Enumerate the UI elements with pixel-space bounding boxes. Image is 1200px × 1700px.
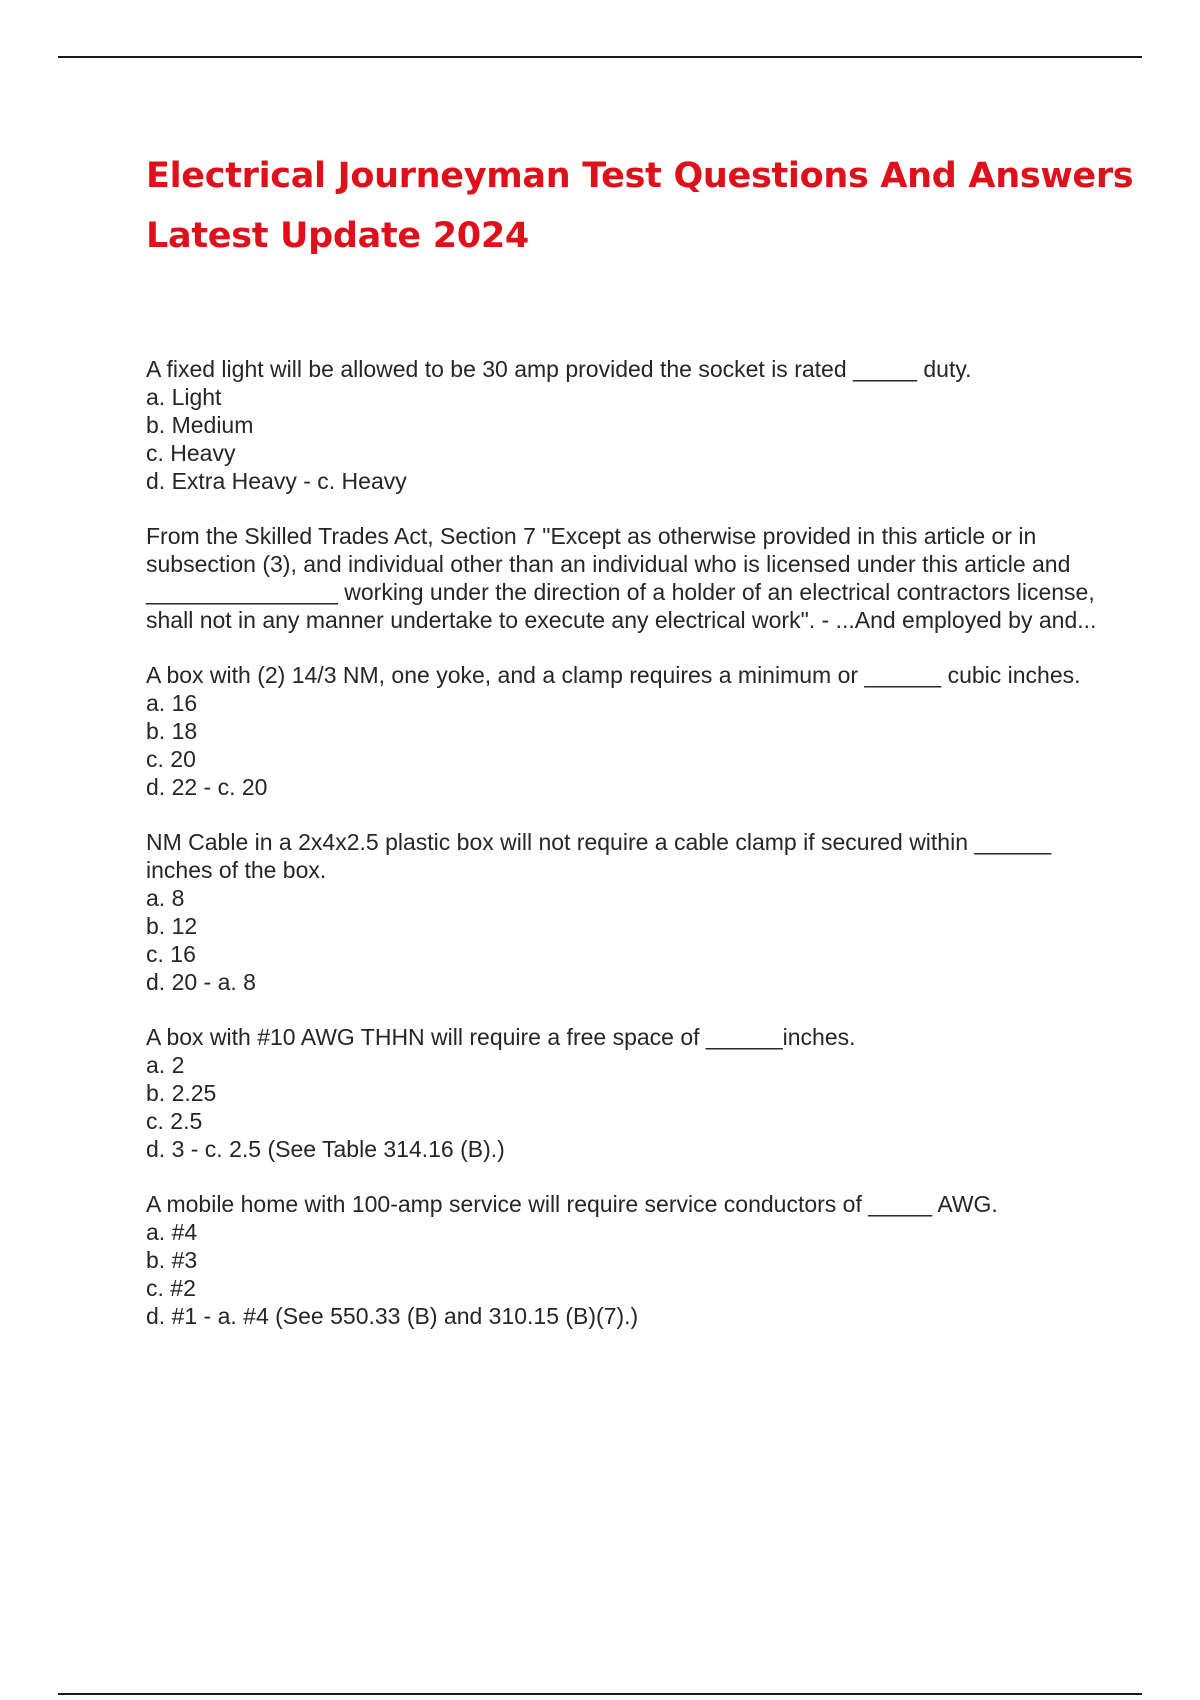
question-list bbox=[146, 355, 1106, 1357]
title-line-1: Electrical Journeyman Test Questions And Answers bbox=[146, 156, 1134, 196]
answer-option: a. Light bbox=[146, 384, 222, 410]
answer-option: c. 16 bbox=[146, 941, 196, 967]
document-title bbox=[146, 146, 1134, 266]
answer-option: d. #1 - a. #4 (See 550.33 (B) and 310.15 (B)(7).) bbox=[146, 1303, 639, 1329]
question-text: A fixed light will be allowed to be 30 amp provided the socket is rated _____ duty. bbox=[146, 356, 972, 382]
question-text: A box with #10 AWG THHN will require a free space of ______inches. bbox=[146, 1024, 856, 1050]
question-block-6 bbox=[146, 1190, 1106, 1330]
answer-option: c. 2.5 bbox=[146, 1108, 203, 1134]
answer-option: d. Extra Heavy - c. Heavy bbox=[146, 468, 407, 494]
footer-rule bbox=[58, 1693, 1142, 1695]
answer-option: a. 2 bbox=[146, 1052, 185, 1078]
answer-option: a. #4 bbox=[146, 1219, 198, 1245]
answer-options bbox=[146, 1218, 1106, 1330]
answer-option: b. 18 bbox=[146, 718, 198, 744]
question-block-5 bbox=[146, 1023, 1106, 1163]
answer-option: d. 20 - a. 8 bbox=[146, 969, 256, 995]
question-block-3 bbox=[146, 661, 1106, 801]
question-block-4 bbox=[146, 828, 1106, 996]
answer-option: a. 8 bbox=[146, 885, 185, 911]
answer-option: c. #2 bbox=[146, 1275, 196, 1301]
question-text: A mobile home with 100-amp service will require service conductors of _____ AWG. bbox=[146, 1191, 998, 1217]
answer-option: c. Heavy bbox=[146, 440, 236, 466]
answer-option: c. 20 bbox=[146, 746, 196, 772]
answer-option: b. Medium bbox=[146, 412, 254, 438]
answer-option: b. 2.25 bbox=[146, 1080, 217, 1106]
answer-options bbox=[146, 383, 1106, 495]
question-text: From the Skilled Trades Act, Section 7 "Except as otherwise provided in this article or in subsection (3), and individual other than an individual who is licensed under this article and _______________ working under the direction of a holder of an electrical contractors license, shall not in any manner undertake to execute any electrical work". - ...And employed by and... bbox=[146, 523, 1097, 633]
question-text: NM Cable in a 2x4x2.5 plastic box will not require a cable clamp if secured within ______ inches of the box. bbox=[146, 829, 1052, 883]
answer-option: d. 22 - c. 20 bbox=[146, 774, 268, 800]
answer-options bbox=[146, 1051, 1106, 1163]
answer-option: b. 12 bbox=[146, 913, 198, 939]
question-text: A box with (2) 14/3 NM, one yoke, and a clamp requires a minimum or ______ cubic inches. bbox=[146, 662, 1081, 688]
question-block-1 bbox=[146, 355, 1106, 495]
answer-option: a. 16 bbox=[146, 690, 198, 716]
answer-options bbox=[146, 884, 1106, 996]
title-line-2: Latest Update 2024 bbox=[146, 216, 529, 256]
header-rule bbox=[58, 56, 1142, 58]
question-block-2 bbox=[146, 522, 1106, 634]
answer-option: d. 3 - c. 2.5 (See Table 314.16 (B).) bbox=[146, 1136, 505, 1162]
answer-options bbox=[146, 689, 1106, 801]
answer-option: b. #3 bbox=[146, 1247, 198, 1273]
